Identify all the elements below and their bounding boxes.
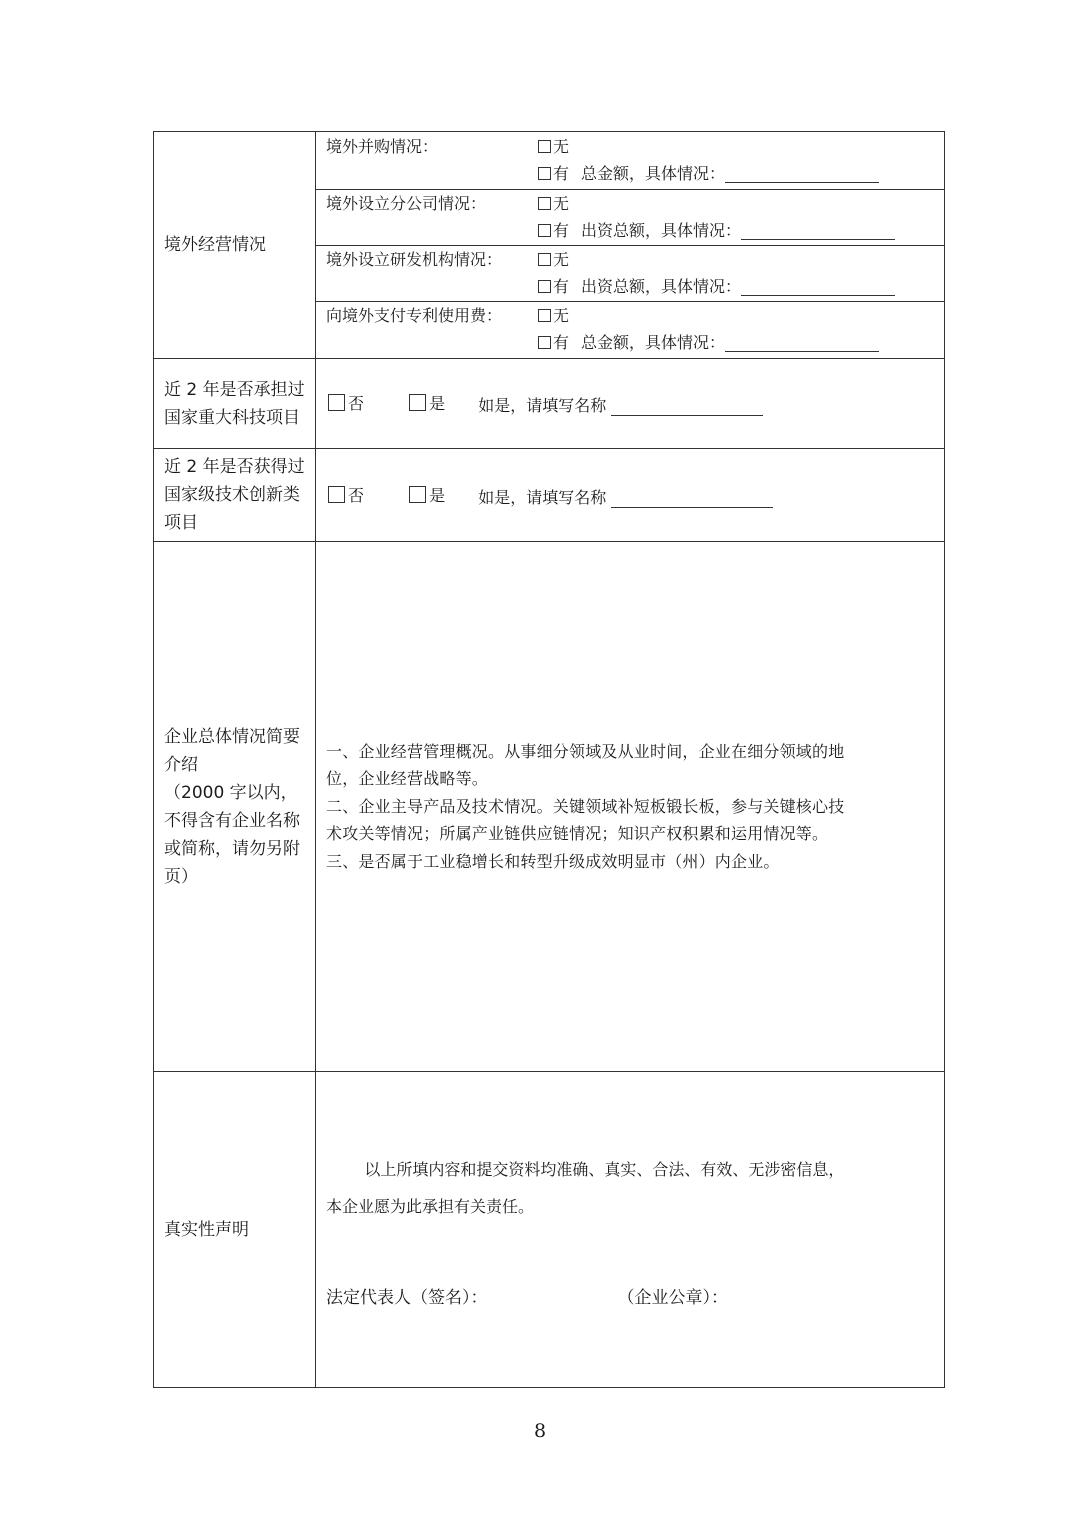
overseas-item-branch <box>316 189 944 245</box>
detail-blank[interactable] <box>725 333 879 352</box>
option-yes-label: 有 <box>553 277 570 296</box>
option-no-label: 无 <box>553 306 570 325</box>
application-form-table <box>153 131 945 1388</box>
declaration-text: 以上所填内容和提交资料均准确、真实、合法、有效、无涉密信息， 本企业愿为此承担有关责任。 <box>326 1160 845 1216</box>
option-yes-label: 是 <box>429 394 446 413</box>
option-no-label: 无 <box>553 137 570 156</box>
item-name: 向境外支付专利使用费： <box>326 306 503 325</box>
detail-blank[interactable] <box>725 164 879 183</box>
checkbox-yes[interactable] <box>538 280 551 293</box>
declaration-row <box>154 1072 945 1388</box>
intro-row <box>154 542 945 1072</box>
overseas-item-acquisition <box>316 133 944 189</box>
intro-line: 一、企业经营管理概况。从事细分领域及从业时间，企业在细分领域的地 <box>326 741 845 761</box>
detail-label: 总金额，具体情况： <box>581 333 726 352</box>
checkbox-yes[interactable] <box>538 224 551 237</box>
checkbox-yes[interactable] <box>538 167 551 180</box>
intro-label-note: （2000 字以内，不得含有企业名称或简称，请勿另附页） <box>164 782 300 887</box>
option-no-label: 否 <box>348 485 365 505</box>
overseas-row <box>154 132 945 359</box>
major-project-label: 近 2 年是否承担过国家重大科技项目 <box>154 359 316 449</box>
intro-label-main: 企业总体情况简要介绍 <box>164 726 300 775</box>
intro-line: 位，企业经营战略等。 <box>326 769 489 789</box>
intro-content[interactable] <box>316 542 945 1072</box>
detail-label: 出资总额，具体情况： <box>581 221 742 240</box>
intro-line: 术攻关等情况；所属产业链供应链情况；知识产权积累和运用情况等。 <box>326 824 829 844</box>
checkbox-yes[interactable] <box>538 336 551 349</box>
company-seal-label[interactable]: （企业公章）： <box>617 1288 728 1308</box>
checkbox-yes[interactable] <box>409 486 426 503</box>
option-no-label: 无 <box>553 194 570 213</box>
intro-line: 二、企业主导产品及技术情况。关键领域补短板锻长板，参与关键核心技 <box>326 796 845 816</box>
major-project-options <box>316 359 945 449</box>
option-yes-label: 是 <box>429 485 446 505</box>
overseas-label: 境外经营情况 <box>154 132 316 359</box>
detail-label: 总金额，具体情况： <box>581 164 726 183</box>
item-name: 境外设立分公司情况： <box>326 194 487 213</box>
checkbox-no[interactable] <box>328 394 345 411</box>
checkbox-yes[interactable] <box>409 394 426 411</box>
declaration-content <box>316 1072 945 1388</box>
innovation-project-options <box>316 449 945 542</box>
item-name: 境外并购情况： <box>326 137 439 156</box>
item-name: 境外设立研发机构情况： <box>326 250 503 269</box>
legal-rep-signature-label[interactable]: 法定代表人（签名）： <box>326 1288 488 1308</box>
checkbox-no[interactable] <box>538 309 551 322</box>
option-no-label: 否 <box>348 394 365 413</box>
page-number: 8 <box>533 1420 547 1442</box>
detail-label: 出资总额，具体情况： <box>581 277 742 296</box>
checkbox-no[interactable] <box>538 253 551 266</box>
name-prompt: 如是，请填写名称 <box>478 487 607 507</box>
innovation-project-row <box>154 449 945 542</box>
signature-line <box>316 1283 944 1308</box>
overseas-items <box>316 132 945 359</box>
overseas-item-rd <box>316 245 944 301</box>
project-name-blank[interactable] <box>611 489 773 508</box>
checkbox-no[interactable] <box>328 486 345 503</box>
project-name-blank[interactable] <box>611 397 763 416</box>
innovation-project-label: 近 2 年是否获得过国家级技术创新类项目 <box>154 449 316 542</box>
option-yes-label: 有 <box>553 221 570 240</box>
checkbox-no[interactable] <box>538 197 551 210</box>
detail-blank[interactable] <box>741 277 895 296</box>
major-project-row <box>154 359 945 449</box>
option-yes-label: 有 <box>553 333 570 352</box>
intro-line: 三、是否属于工业稳增长和转型升级成效明显市（州）内企业。 <box>326 851 780 871</box>
intro-label <box>154 542 316 1072</box>
name-prompt: 如是，请填写名称 <box>478 396 607 415</box>
option-yes-label: 有 <box>553 164 570 183</box>
overseas-item-patent <box>316 301 944 357</box>
option-no-label: 无 <box>553 250 570 269</box>
checkbox-no[interactable] <box>538 140 551 153</box>
declaration-label: 真实性声明 <box>154 1072 316 1388</box>
detail-blank[interactable] <box>741 221 895 240</box>
